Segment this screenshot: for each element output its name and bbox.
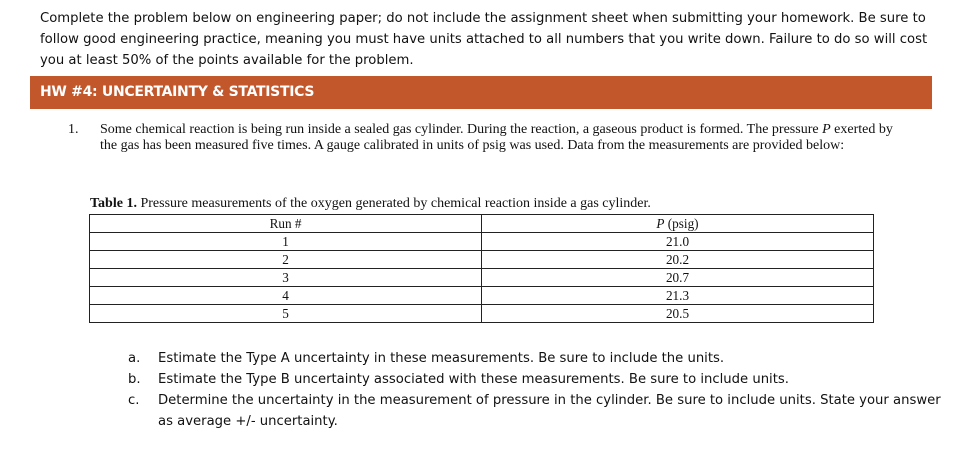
header-run: Run #	[90, 215, 482, 233]
table-row	[90, 287, 874, 305]
banner-title: HW #4: UNCERTAINTY & STATISTICS	[40, 84, 315, 100]
part-label: c.	[128, 393, 140, 408]
header-pressure-symbol: P	[656, 215, 665, 231]
pressure-table	[89, 214, 874, 323]
header-pressure-unit: (psig)	[664, 215, 699, 231]
part-text: Estimate the Type B uncertainty associated with these measurements. Be sure to include units.	[158, 372, 789, 387]
run-cell: 2	[90, 251, 482, 269]
part-c	[128, 390, 948, 432]
problem-text-start: Some chemical reaction is being run inside a sealed gas cylinder. During the reaction, a gaseous product is formed. The pressure	[100, 122, 823, 137]
pressure-cell: 21.0	[482, 233, 874, 251]
table-row	[90, 251, 874, 269]
pressure-cell: 20.2	[482, 251, 874, 269]
run-cell: 5	[90, 305, 482, 323]
header-pressure	[482, 215, 874, 233]
problem-number: 1.	[68, 122, 79, 137]
question-parts	[128, 348, 948, 432]
table-header-row	[90, 215, 874, 233]
table-row	[90, 305, 874, 323]
part-text: Estimate the Type A uncertainty in these measurements. Be sure to include the units.	[158, 351, 725, 366]
part-a	[128, 348, 948, 369]
section-banner	[30, 76, 932, 109]
pressure-cell: 20.5	[482, 305, 874, 323]
table-caption-text: Pressure measurements of the oxygen generated by chemical reaction inside a gas cylinder.	[136, 196, 651, 211]
part-text: Determine the uncertainty in the measurement of pressure in the cylinder. Be sure to include units. State your answer as average +/- uncertainty.	[158, 393, 941, 429]
part-label: a.	[128, 351, 141, 366]
table-caption	[90, 196, 651, 212]
run-cell: 3	[90, 269, 482, 287]
run-cell: 1	[90, 233, 482, 251]
problem-text	[100, 122, 908, 154]
pressure-cell: 20.7	[482, 269, 874, 287]
part-b	[128, 369, 948, 390]
run-cell: 4	[90, 287, 482, 305]
part-label: b.	[128, 372, 141, 387]
problem-text-end: exerted by the gas has been measured five times. A gauge calibrated in units of psig was used. Data from the measurements are provided below:	[100, 122, 893, 153]
instructions-paragraph: Complete the problem below on engineering paper; do not include the assignment sheet when submitting your homework. Be sure to follow good engineering practice, meaning you must have units attached to all numbers that you write down. Failure to do so will cost you at least 50% of the points available for the problem.	[40, 11, 928, 68]
table-row	[90, 233, 874, 251]
pressure-cell: 21.3	[482, 287, 874, 305]
table-row	[90, 269, 874, 287]
pressure-symbol: P	[822, 122, 831, 137]
table-caption-label: Table 1.	[90, 196, 137, 211]
